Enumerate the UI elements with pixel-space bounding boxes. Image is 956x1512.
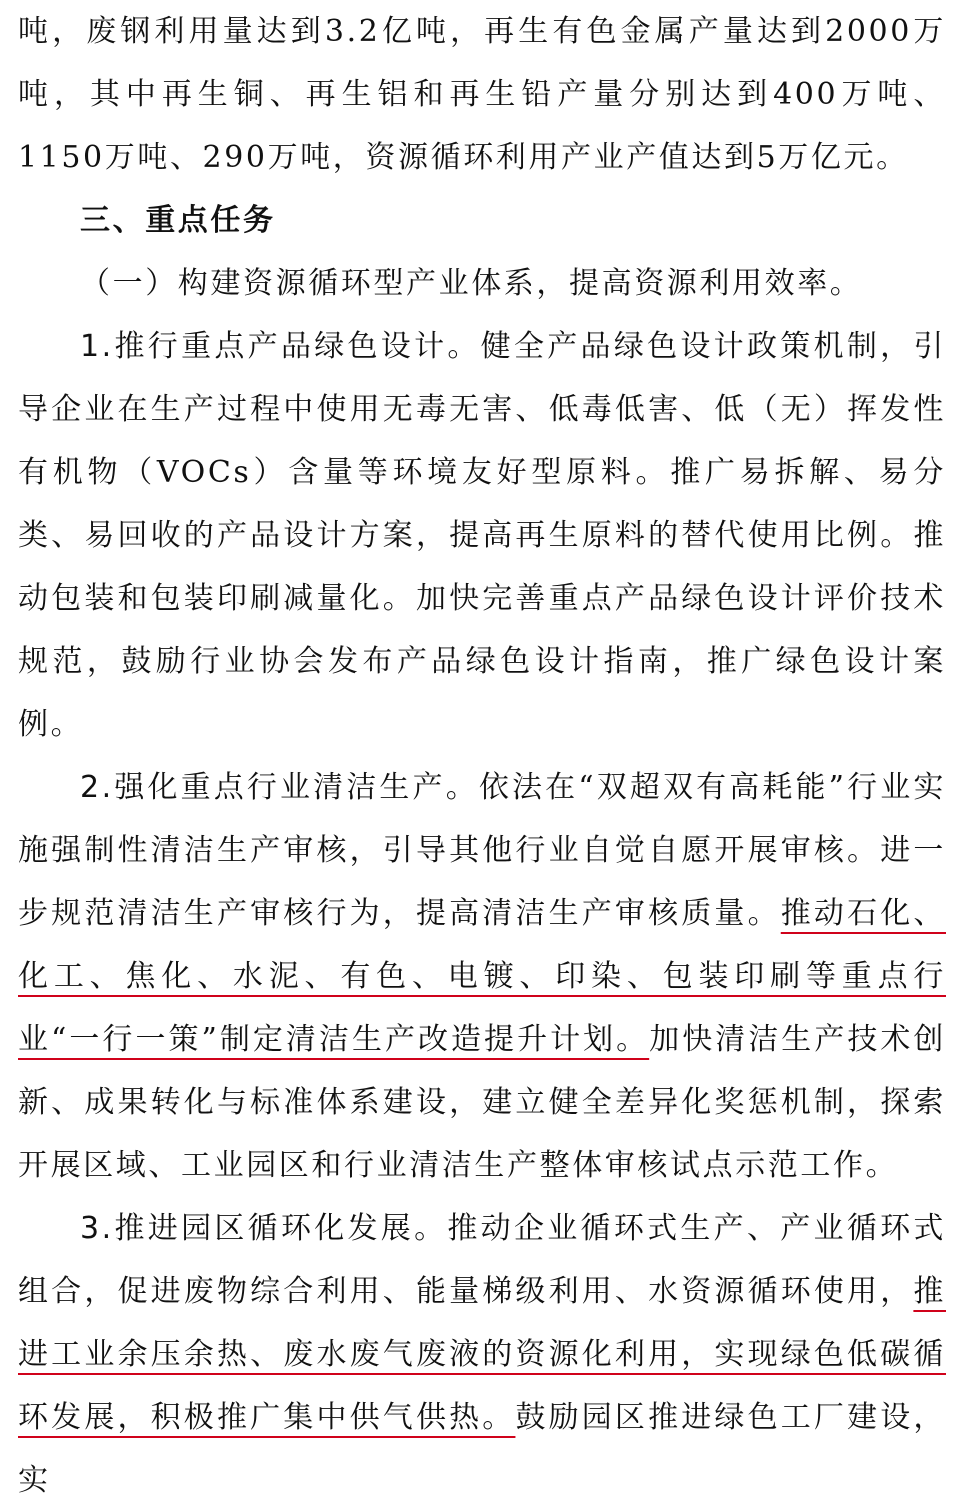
item-2-highlight: 推动石化、化工、焦化、水泥、有色、电镀、印染、包装印刷等重点行业“一行一策”制定清洁生产改造提升计划。 [18, 896, 946, 1057]
item-2-text-continued: 加快清洁生产技术创新、成果转化与标准体系建设，建立健全差异化奖惩机制，探索开展区域、工业园区和行业清洁生产整体审核试点示范工作。 [18, 1022, 946, 1183]
item-1-text: 健全产品绿色设计政策机制，引导企业在生产过程中使用无毒无害、低毒低害、低（无）挥发性有机物（VOCs）含量等环境友好型原料。推广易拆解、易分类、易回收的产品设计方案，提高再生原料的替代使用比例。推动包装和包装印刷减量化。加快完善重点产品绿色设计评价技术规范，鼓励行业协会发布产品绿色设计指南，推广绿色设计案例。 [18, 329, 946, 742]
item-3-lead: 3.推进园区循环化发展。 [80, 1211, 448, 1246]
item-3-text-continued: 鼓励园区推进绿色工厂建设，实 [18, 1400, 946, 1498]
document-page [18, 0, 946, 1512]
item-3-highlight: 推进工业余压余热、废水废气废液的资源化利用，实现绿色低碳循环发展，积极推广集中供气供热。 [18, 1274, 946, 1435]
item-2-text: 依法在“双超双有高耗能”行业实施强制性清洁生产审核，引导其他行业自觉自愿开展审核。进一步规范清洁生产审核行为，提高清洁生产审核质量。 [18, 770, 946, 931]
intro-paragraph: 吨，废钢利用量达到3.2亿吨，再生有色金属产量达到2000万吨，其中再生铜、再生铝和再生铅产量分别达到400万吨、1150万吨、290万吨，资源循环利用产业产值达到5万亿元。 [18, 14, 946, 175]
item-1-lead: 1.推行重点产品绿色设计。 [80, 329, 481, 364]
item-2-lead: 2.强化重点行业清洁生产。 [80, 770, 479, 805]
item-3-paragraph [18, 1197, 946, 1512]
item-1-paragraph [18, 315, 946, 756]
item-3-text: 推动企业循环式生产、产业循环式组合，促进废物综合利用、能量梯级利用、水资源循环使用， [18, 1211, 947, 1309]
subsection-heading: （一）构建资源循环型产业体系，提高资源利用效率。 [80, 266, 863, 301]
item-2-paragraph [18, 756, 946, 1197]
section-heading: 三、重点任务 [80, 203, 276, 238]
